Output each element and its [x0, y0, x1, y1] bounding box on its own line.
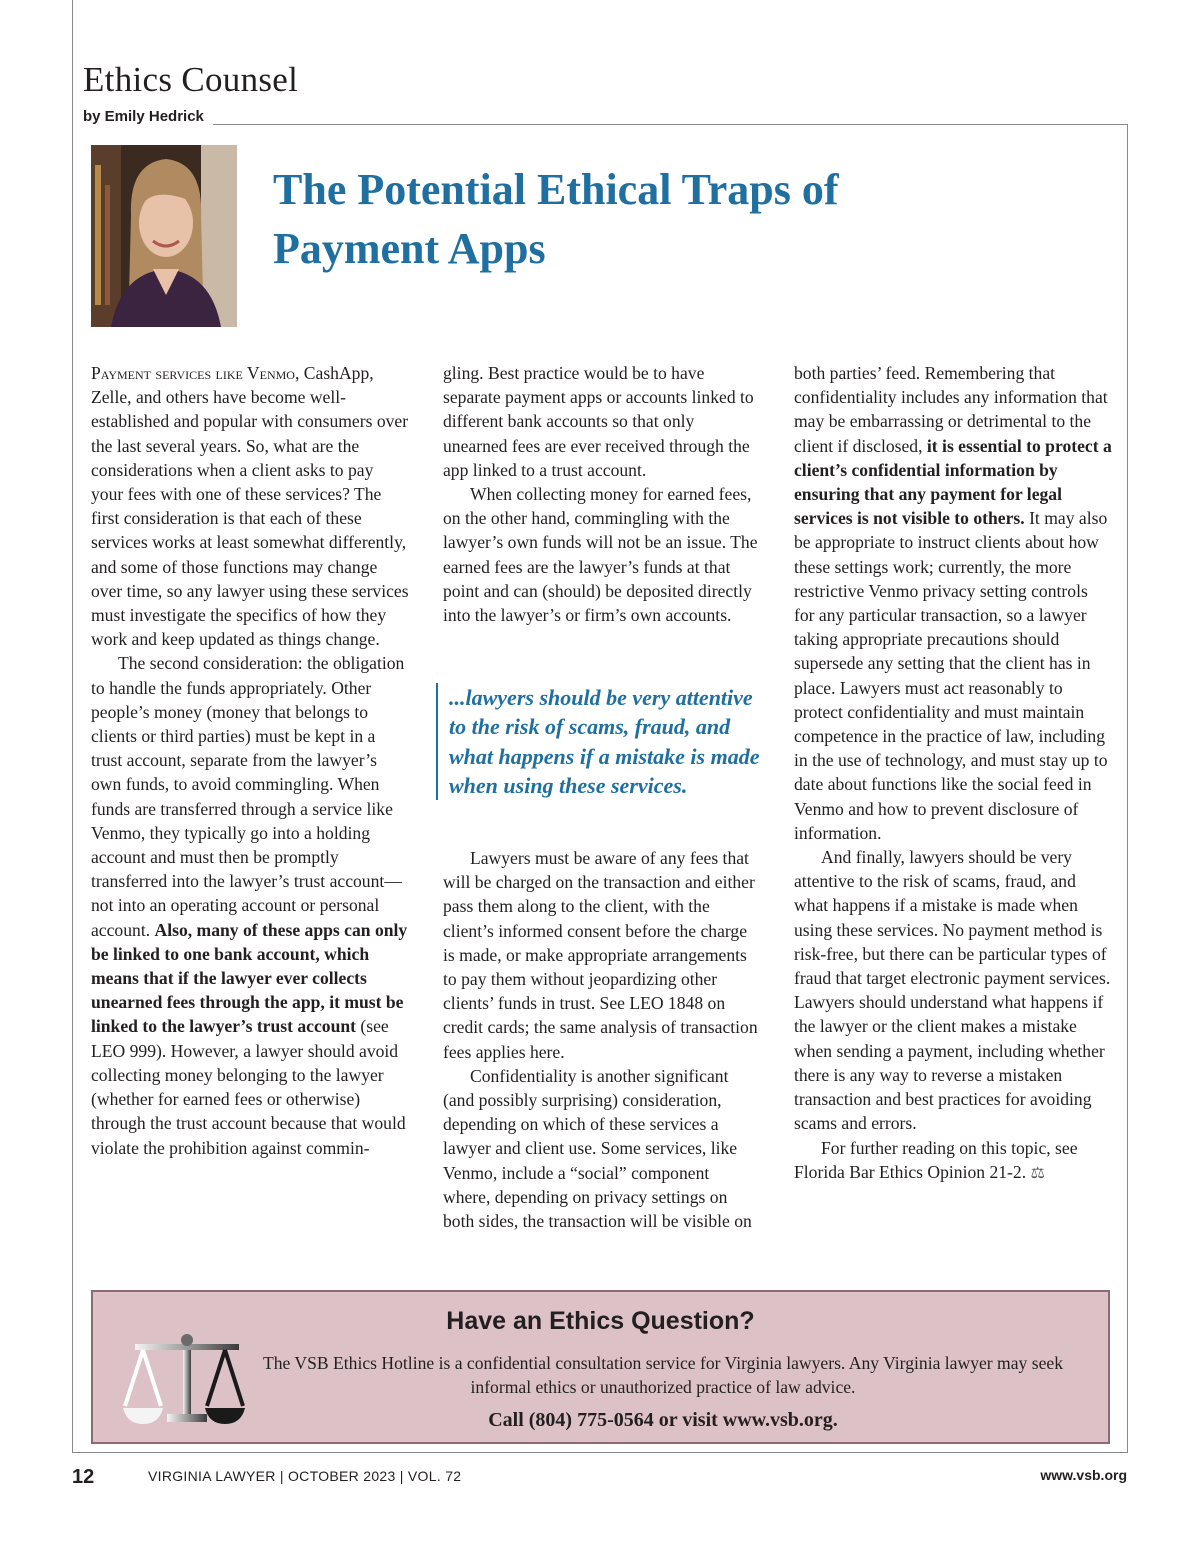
paragraph-text: The second consideration: the obligation to handle the funds appropriately. Other people’s money (money that belongs to clients or third parties) must be kept in a trust account, separate from the lawyer’s own funds, to avoid commingling. When funds are transferred through a service like Venmo, they typically go into a holding account and must then be promptly transferred into the lawyer’s trust account—not into an operating account or personal account.	[91, 653, 405, 940]
emphasis-text: it is essential to protect a client’s confidential information by ensuring that any payment for legal services is not visible to others.	[794, 435, 1112, 529]
paragraph-text: For further reading on this topic, see Florida Bar Ethics Opinion 21-2.	[794, 1137, 1078, 1182]
paragraph-text: (see LEO 999). However, a lawyer should avoid collecting money belonging to the lawyer (whether for earned fees or otherwise) through the trust account because that would violate the prohibition against commin-	[91, 1016, 406, 1158]
author-photo	[91, 145, 237, 327]
frame-left-rule	[72, 0, 73, 1452]
article-title	[273, 160, 1093, 278]
paragraph: And finally, lawyers should be very attentive to the risk of scams, fraud, and what happens if a mistake is made when using these services. No payment method is risk-free, but there can be particular types of fraud that target electronic payment services. Lawyers should understand what happens if the lawyer or the client makes a mistake when sending a payment, including whether there is any way to reverse a mistaken transaction and best practices for avoiding scams and errors.	[794, 847, 1111, 1134]
article-title-line-2: Payment Apps	[273, 224, 546, 273]
paragraph: Lawyers must be aware of any fees that will be charged on the transaction and either pass them along to the client, with the client’s informed consent before the charge is made, or make appropriate arrangements to pay them without jeopardizing other clients’ funds in trust. See LEO 1848 on credit cards; the same analysis of transaction fees applies here.	[443, 848, 758, 1062]
paragraph	[794, 1136, 1112, 1186]
paragraph: When collecting money for earned fees, on the other hand, commingling with the lawyer’s own funds will not be an issue. The earned fees are the lawyer’s funds at that point and can (should) be deposited directly into the lawyer’s or firm’s own accounts.	[443, 484, 758, 626]
callout-contact[interactable]: Call (804) 775-0564 or visit www.vsb.org.	[488, 1409, 838, 1431]
paragraph	[91, 361, 409, 651]
frame-top-rule	[213, 124, 1128, 125]
frame-right-rule	[1127, 124, 1128, 1452]
callout-description: The VSB Ethics Hotline is a confidential consultation service for Virginia lawyers. Any Virginia lawyer may seek informal ethics or unauthorized practice of law advice.	[262, 1353, 1064, 1397]
frame-bottom-rule	[72, 1452, 1128, 1453]
paragraph-text: CashApp, Zelle, and others have become well-established and popular with consumers over the last several years. So, what are the considerations when a client asks to pay your fees with one of these services? The first consideration is that each of these services works at least somewhat differently, and some of those functions may change over time, so any lawyer using these services must investigate the specifics of how they work and keep updated as things change.	[91, 363, 409, 650]
page-number: 12	[72, 1466, 95, 1488]
emphasis-text: Also, many of these apps can only be linked to one bank account, which means that if the lawyer ever collects unearned fees through the app, it must be linked to the lawyer’s trust account	[91, 919, 408, 1037]
ethics-hotline-callout	[91, 1290, 1110, 1444]
scales-of-justice-icon	[121, 1332, 251, 1432]
paragraph: gling. Best practice would be to have separate payment apps or accounts linked to different bank accounts so that only unearned fees are ever received through the app linked to a trust account.	[443, 363, 754, 480]
callout-heading: Have an Ethics Question?	[446, 1307, 755, 1335]
paragraph	[91, 651, 409, 1159]
article-column-3	[794, 361, 1112, 1186]
website-link[interactable]: www.vsb.org	[1040, 1467, 1127, 1483]
paragraph-text: both parties’ feed. Remembering that confidentiality includes any information that may be embarrassing or detrimental to the client if disclosed,	[794, 363, 1108, 456]
article-column-2-continued	[443, 846, 761, 1233]
section-title: Ethics Counsel	[83, 60, 299, 99]
article-column-2	[443, 361, 761, 627]
author-byline: by Emily Hedrick	[83, 108, 204, 125]
publication-info: VIRGINIA LAWYER | OCTOBER 2023 | VOL. 72	[148, 1468, 462, 1484]
lead-in: Payment services like Venmo,	[91, 363, 300, 383]
paragraph: Confidentiality is another significant (and possibly surprising) consideration, depending on which of these services a lawyer and client use. Some services, like Venmo, include a “social” component where, depending on privacy settings on both sides, the transaction will be visible on	[443, 1065, 752, 1232]
paragraph-text: It may also be appropriate to instruct clients about how these settings work; currently, the more restrictive Venmo privacy setting controls for any particular transaction, so a lawyer taking appropriate precautions should supersede any setting that the client has in place. Lawyers must act reasonably to protect confidentiality and must maintain competence in the practice of law, including in the use of technology, and must stay up to date about functions like the social feed in Venmo and how to prevent disclosure of information.	[794, 508, 1108, 843]
pull-quote: ...lawyers should be very attentive to the risk of scams, fraud, and what happens if a mistake is made when using these services.	[436, 683, 767, 800]
article-column-1	[91, 361, 409, 1160]
scales-end-icon: ⚖	[1030, 1164, 1045, 1182]
article-title-line-1: The Potential Ethical Traps of	[273, 165, 839, 214]
paragraph	[794, 361, 1112, 845]
